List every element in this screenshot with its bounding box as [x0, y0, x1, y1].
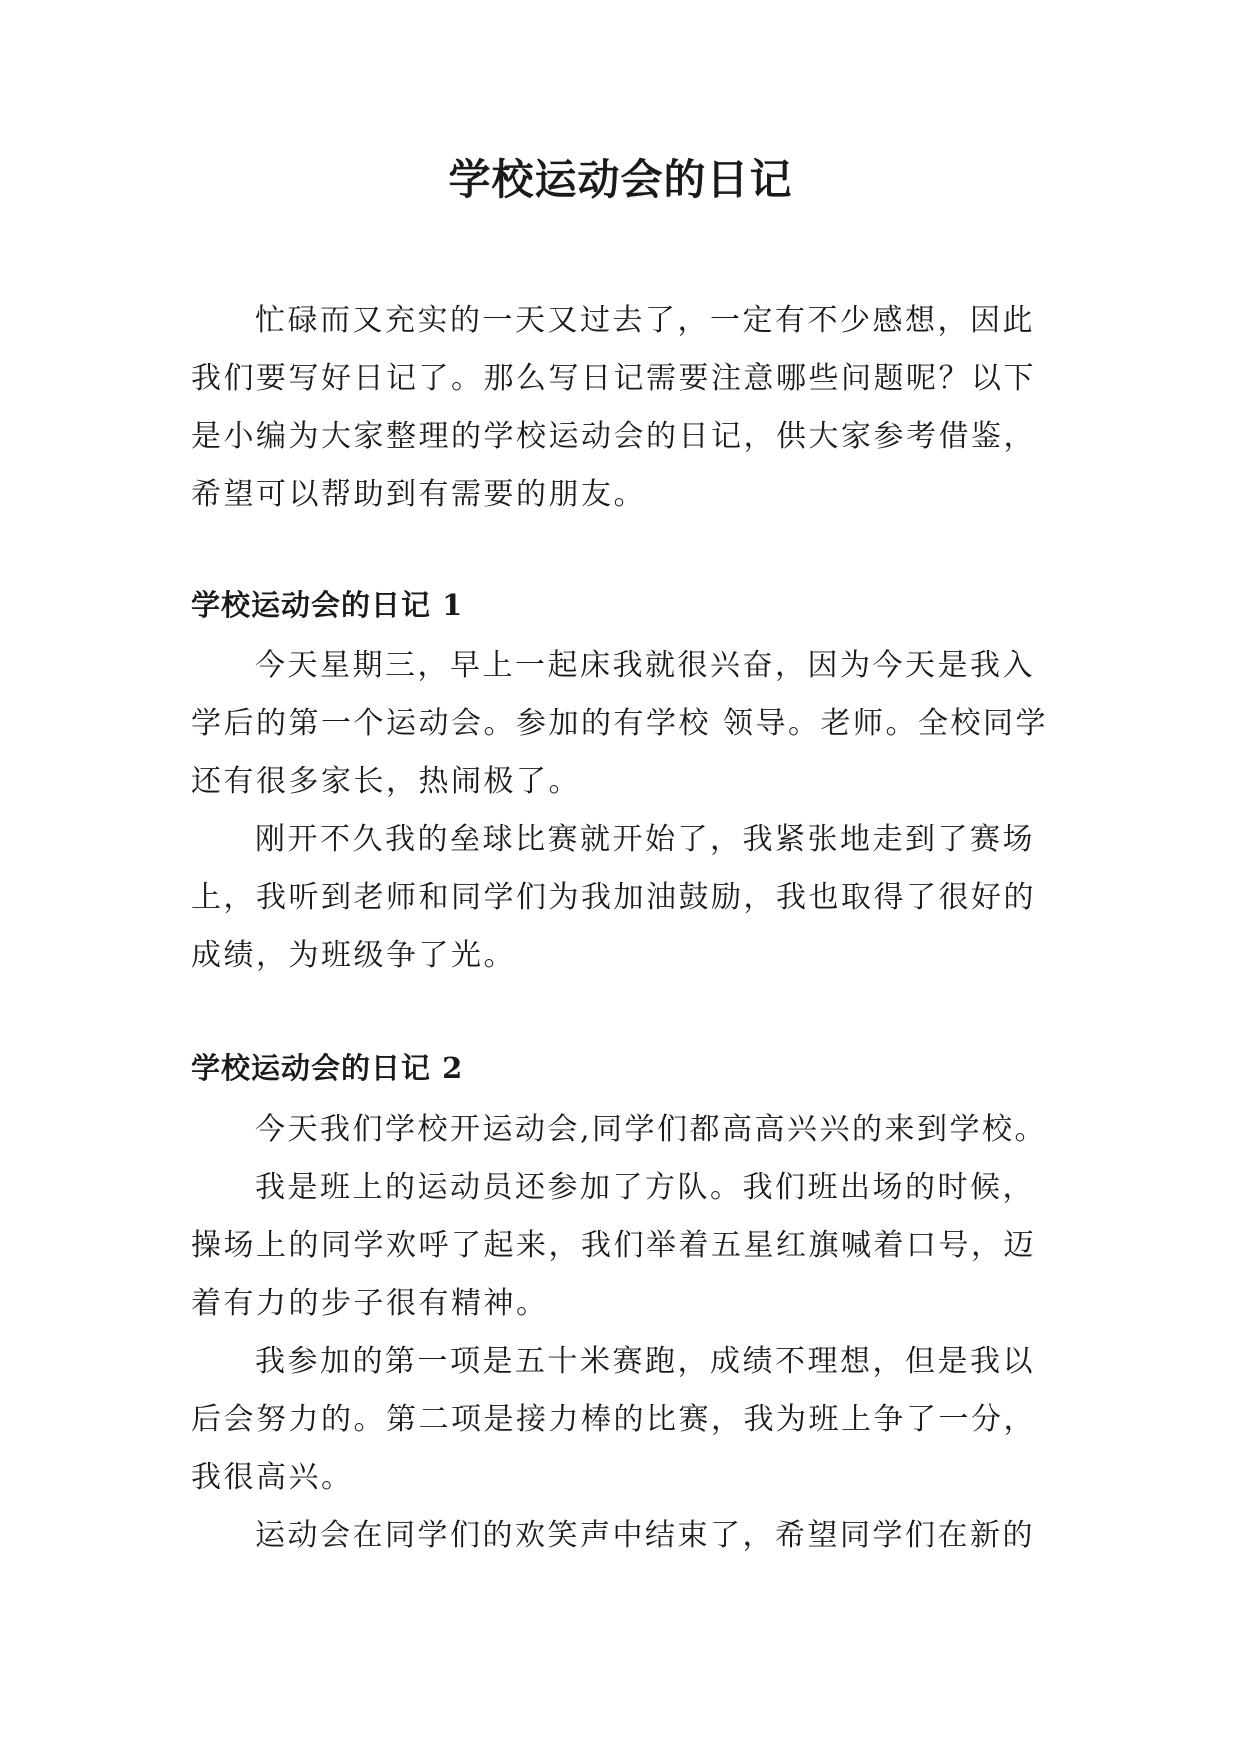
section-1-body: [191, 637, 1063, 985]
section-1-paragraph: 刚开不久我的垒球比赛就开始了，我紧张地走到了赛场上，我听到老师和同学们为我加油鼓励，我也取得了很好的成绩，为班级争了光。: [191, 822, 1036, 973]
section-2-body: [191, 1101, 1063, 1565]
section-heading-2: 学校运动会的日记 2: [191, 1051, 464, 1085]
section-heading-1: 学校运动会的日记 1: [191, 588, 464, 622]
section-2-paragraph: 今天我们学校开运动会,同学们都高高兴兴的来到学校。: [255, 1112, 1048, 1147]
section-1-paragraph: 今天星期三，早上一起床我就很兴奋，因为今天是我入学后的第一个运动会。参加的有学校 领导。老师。全校同学还有很多家长，热闹极了。: [191, 648, 1049, 799]
section-2-paragraph: 运动会在同学们的欢笑声中结束了，希望同学们在新的: [255, 1518, 1035, 1553]
document-title: 学校运动会的日记: [448, 155, 793, 204]
section-2-paragraph: 我是班上的运动员还参加了方队。我们班出场的时候，操场上的同学欢呼了起来，我们举着五星红旗喊着口号，迈着有力的步子很有精神。: [191, 1170, 1036, 1321]
section-2-paragraph: 我参加的第一项是五十米赛跑，成绩不理想，但是我以后会努力的。第二项是接力棒的比赛，我为班上争了一分，我很高兴。: [191, 1344, 1036, 1495]
intro-paragraph: 忙碌而又充实的一天又过去了，一定有不少感想，因此我们要写好日记了。那么写日记需要注意哪些问题呢？以下是小编为大家整理的学校运动会的日记，供大家参考借鉴，希望可以帮助到有需要的朋友。: [191, 303, 1036, 512]
